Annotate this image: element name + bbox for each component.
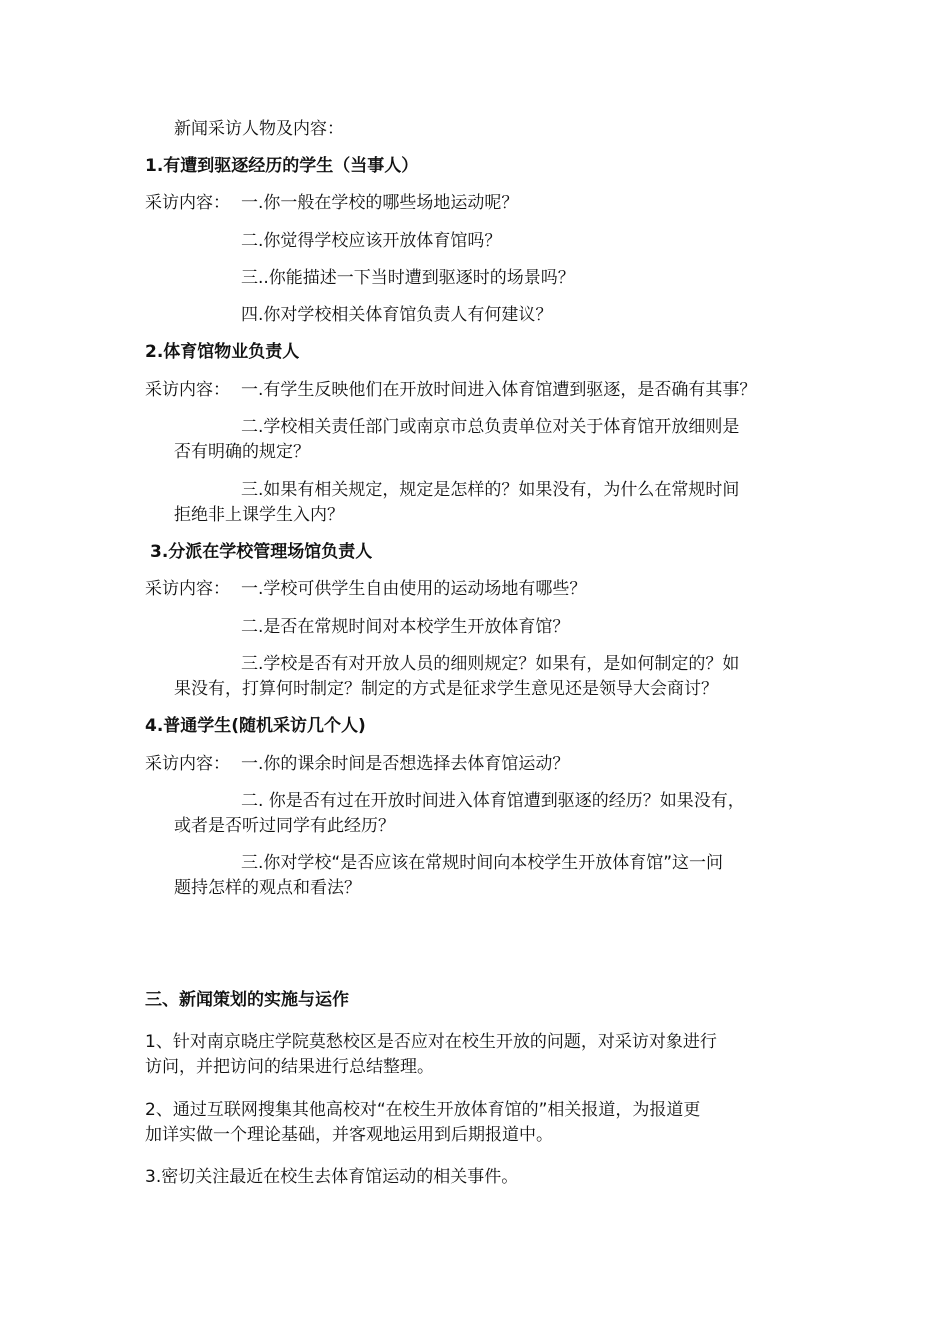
section-2-q3-line1: 三.如果有相关规定，规定是怎样的？如果没有，为什么在常规时间 — [241, 480, 740, 500]
section-4-heading: 4.普通学生(随机采访几个人) — [145, 716, 366, 736]
section-2-q2-line1: 二.学校相关责任部门或南京市总负责单位对关于体育馆开放细则是 — [241, 417, 740, 437]
part-3-item-2-line2: 加详实做一个理论基础，并客观地运用到后期报道中。 — [145, 1125, 553, 1145]
section-4-q2-line1: 二. 你是否有过在开放时间进入体育馆遭到驱逐的经历？如果没有， — [241, 791, 745, 811]
part-3-heading: 三、新闻策划的实施与运作 — [145, 990, 349, 1010]
section-3-q3-line1: 三.学校是否有对开放人员的细则规定？如果有，是如何制定的？如 — [241, 654, 740, 674]
section-1-q2: 二.你觉得学校应该开放体育馆吗？ — [241, 231, 502, 251]
intro-text: 新闻采访人物及内容： — [174, 119, 344, 139]
section-3-label: 采访内容： — [145, 579, 230, 599]
part-3-item-1-line2: 访问，并把访问的结果进行总结整理。 — [145, 1057, 434, 1077]
section-2-q2-line2: 否有明确的规定？ — [174, 442, 310, 462]
section-1-q3: 三..你能描述一下当时遭到驱逐时的场景吗？ — [241, 268, 575, 288]
section-1-q4: 四.你对学校相关体育馆负责人有何建议？ — [241, 305, 553, 325]
section-1-label: 采访内容： — [145, 193, 230, 213]
part-3-item-2-line1: 2、通过互联网搜集其他高校对“在校生开放体育馆的”相关报道，为报道更 — [145, 1100, 701, 1120]
section-4-label: 采访内容： — [145, 754, 230, 774]
section-4-q3-line1: 三.你对学校“是否应该在常规时间向本校学生开放体育馆”这一问 — [241, 853, 724, 873]
section-3-q2: 二.是否在常规时间对本校学生开放体育馆？ — [241, 617, 570, 637]
section-4-q1: 一.你的课余时间是否想选择去体育馆运动？ — [241, 754, 570, 774]
section-3-q3-line2: 果没有，打算何时制定？制定的方式是征求学生意见还是领导大会商讨？ — [174, 679, 718, 699]
section-1-heading: 1.有遭到驱逐经历的学生（当事人） — [145, 156, 419, 176]
section-2-label: 采访内容： — [145, 380, 230, 400]
part-3-item-3: 3.密切关注最近在校生去体育馆运动的相关事件。 — [145, 1167, 519, 1187]
section-2-q1: 一.有学生反映他们在开放时间进入体育馆遭到驱逐，是否确有其事？ — [241, 380, 757, 400]
section-1-q1: 一.你一般在学校的哪些场地运动呢？ — [241, 193, 519, 213]
section-4-q2-line2: 或者是否听过同学有此经历？ — [174, 816, 395, 836]
section-2-q3-line2: 拒绝非上课学生入内？ — [174, 505, 344, 525]
section-3-q1: 一.学校可供学生自由使用的运动场地有哪些？ — [241, 579, 587, 599]
section-4-q3-line2: 题持怎样的观点和看法？ — [174, 878, 361, 898]
section-2-heading: 2.体育馆物业负责人 — [145, 342, 300, 362]
part-3-item-1-line1: 1、针对南京晓庄学院莫愁校区是否应对在校生开放的问题，对采访对象进行 — [145, 1032, 717, 1052]
section-3-heading: 3.分派在学校管理场馆负责人 — [150, 542, 373, 562]
